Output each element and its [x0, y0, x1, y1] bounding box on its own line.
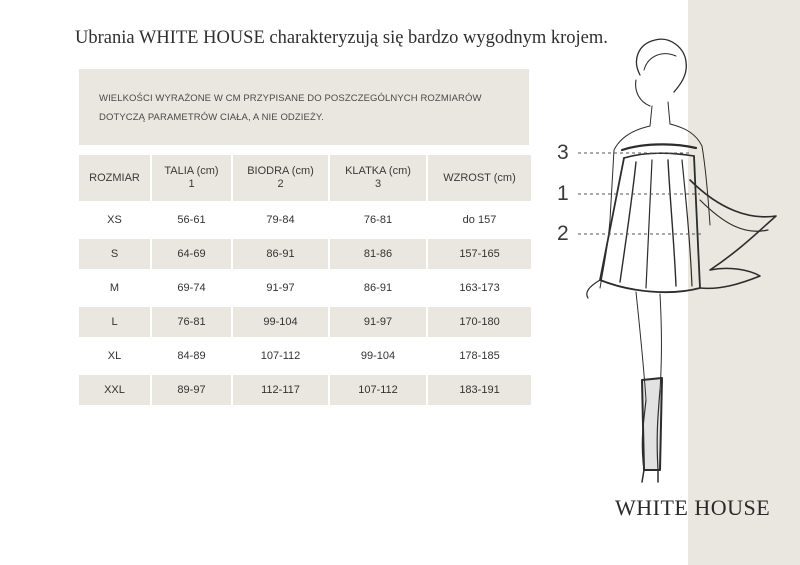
size-cell: S — [79, 239, 152, 269]
height-cell: 170-180 — [428, 307, 531, 337]
table-row — [79, 239, 531, 269]
table-row — [79, 205, 531, 235]
waist-cell: 64-69 — [152, 239, 233, 269]
header-wzrost — [428, 155, 531, 201]
header-klatka — [330, 155, 428, 201]
header-rozmiar — [79, 155, 152, 201]
chest-cell: 91-97 — [330, 307, 428, 337]
marker-2: 2 — [557, 222, 569, 245]
size-cell: L — [79, 307, 152, 337]
header-number: 2 — [277, 178, 284, 190]
table-row — [79, 341, 531, 371]
table-row — [79, 307, 531, 337]
fashion-sketch-dress-icon — [540, 30, 790, 490]
header-biodra — [233, 155, 330, 201]
hips-cell: 107-112 — [233, 341, 330, 371]
header-number: 1 — [188, 178, 195, 190]
header-label: BIODRA (cm) — [247, 165, 314, 177]
table-row — [79, 375, 531, 405]
height-cell: 157-165 — [428, 239, 531, 269]
chest-cell: 99-104 — [330, 341, 428, 371]
waist-cell: 89-97 — [152, 375, 233, 405]
chest-cell: 76-81 — [330, 205, 428, 235]
header-label: TALIA (cm) — [164, 165, 219, 177]
size-cell: XXL — [79, 375, 152, 405]
size-table — [79, 155, 531, 405]
height-cell: 183-191 — [428, 375, 531, 405]
height-cell: 178-185 — [459, 350, 500, 362]
waist-cell: 84-89 — [152, 341, 233, 371]
size-cell: XS — [79, 205, 152, 235]
hips-cell: 86-91 — [233, 239, 330, 269]
table-row — [79, 273, 531, 303]
page-headline: Ubrania WHITE HOUSE charakteryzują się bardzo wygodnym krojem. — [75, 28, 608, 48]
waist-cell: 76-81 — [152, 307, 233, 337]
hips-cell: 91-97 — [233, 273, 330, 303]
size-cell: XL — [79, 341, 152, 371]
height-cell: do 157 — [462, 214, 497, 226]
hips-cell: 112-117 — [233, 375, 330, 405]
chest-cell: 86-91 — [330, 273, 428, 303]
chest-cell: 81-86 — [330, 239, 428, 269]
header-label: ROZMIAR — [89, 171, 140, 184]
marker-3: 3 — [557, 141, 569, 164]
table-header-row — [79, 155, 531, 201]
hips-cell: 99-104 — [233, 307, 330, 337]
size-notice: WIELKOŚCI WYRAŻONE W CM PRZYPISANE DO POSZCZEGÓLNYCH ROZMIARÓW DOTYCZĄ PARAMETRÓW CIAŁA, A NIE ODZIEŻY. — [79, 69, 529, 145]
brand-logo-text: WHITE HOUSE — [615, 495, 771, 520]
hips-cell: 79-84 — [233, 205, 330, 235]
header-talia — [152, 155, 233, 201]
header-number: 3 — [374, 178, 382, 190]
header-label: WZROST (cm) — [443, 171, 516, 184]
waist-cell: 69-74 — [152, 273, 233, 303]
height-cell: 163-173 — [459, 282, 500, 294]
marker-1: 1 — [557, 182, 569, 205]
waist-cell: 56-61 — [152, 205, 233, 235]
size-cell: M — [79, 273, 152, 303]
header-label: KLATKA (cm) — [345, 165, 411, 177]
chest-cell: 107-112 — [330, 375, 428, 405]
